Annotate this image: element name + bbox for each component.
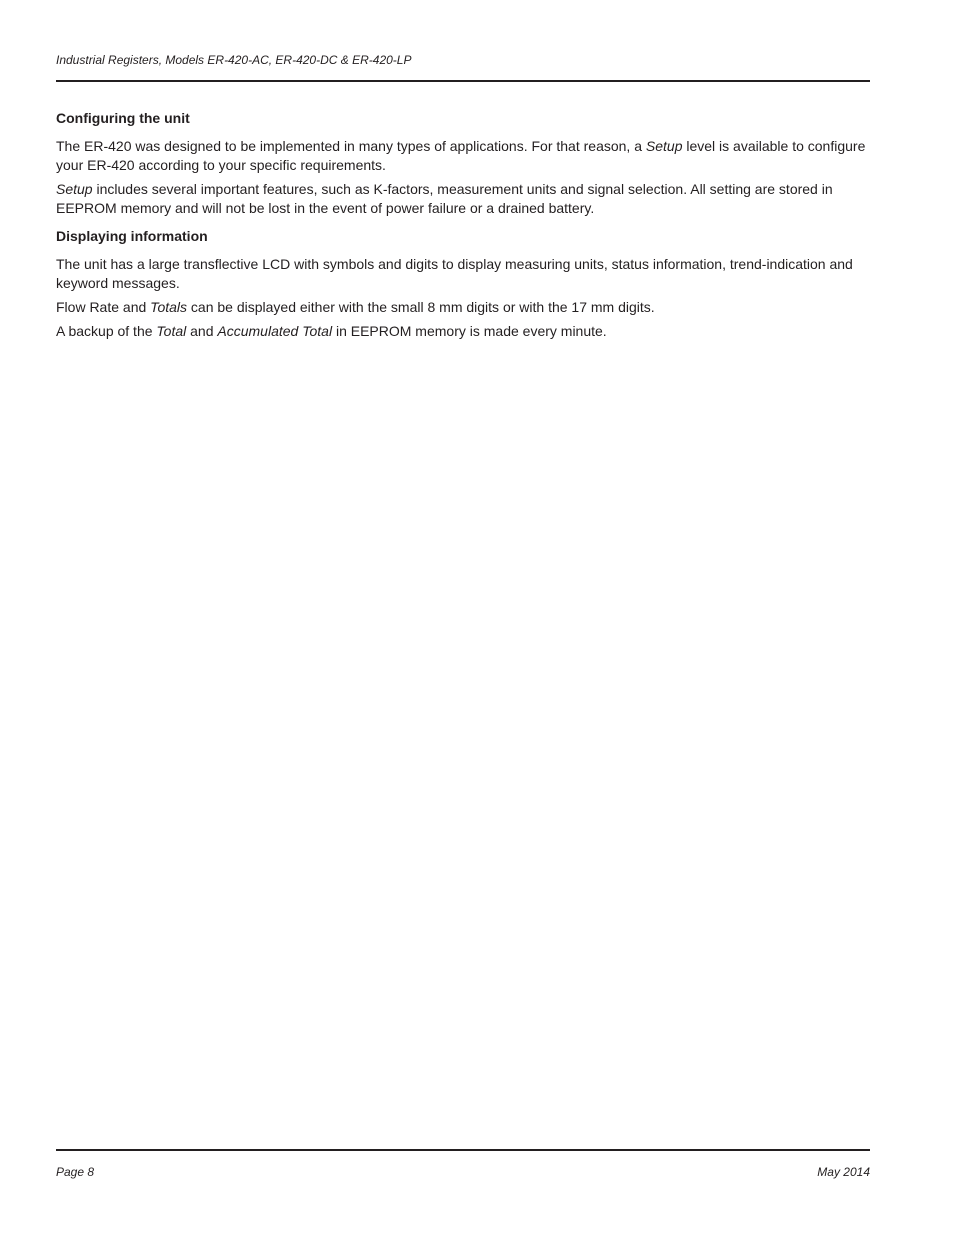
italic-term-total: Total	[156, 323, 187, 339]
text-run: level is available to configure your ER-420 according to your specific requirements.	[56, 138, 866, 173]
publication-date: May 2014	[817, 1165, 870, 1179]
page-body	[56, 109, 870, 346]
italic-term-setup: Setup	[645, 138, 683, 154]
text-run: and	[186, 323, 218, 339]
text-run: in EEPROM memory is made every minute.	[332, 323, 607, 339]
text-run: The ER-420 was designed to be implemented in many types of applications. For that reason, a	[56, 138, 646, 154]
footer-divider	[56, 1149, 870, 1151]
section-heading-displaying: Displaying information	[56, 228, 208, 244]
paragraph-setup-features	[56, 180, 870, 218]
section-heading-configuring: Configuring the unit	[56, 110, 190, 126]
italic-term-totals: Totals	[150, 299, 188, 315]
text-run: can be displayed either with the small 8 mm digits or with the 17 mm digits.	[187, 299, 655, 315]
italic-term-accumulated-total: Accumulated Total	[217, 323, 333, 339]
paragraph-digits	[56, 298, 870, 317]
text-run: Flow Rate and	[56, 299, 151, 315]
italic-term-setup: Setup	[56, 181, 93, 197]
text-run: A backup of the	[56, 323, 157, 339]
header-divider	[56, 80, 870, 82]
paragraph-configuring-intro	[56, 137, 870, 175]
paragraph-lcd: The unit has a large transflective LCD with symbols and digits to display measuring units, status information, trend-indication and keyword messages.	[56, 256, 853, 291]
paragraph-backup	[56, 322, 870, 341]
text-run: includes several important features, such as K-factors, measurement units and signal selection. All setting are stored in EEPROM memory and will not be lost in the event of power failure or a drained battery.	[56, 181, 833, 216]
running-header: Industrial Registers, Models ER-420-AC, ER-420-DC & ER-420-LP	[56, 53, 412, 67]
page-number: Page 8	[56, 1165, 95, 1179]
